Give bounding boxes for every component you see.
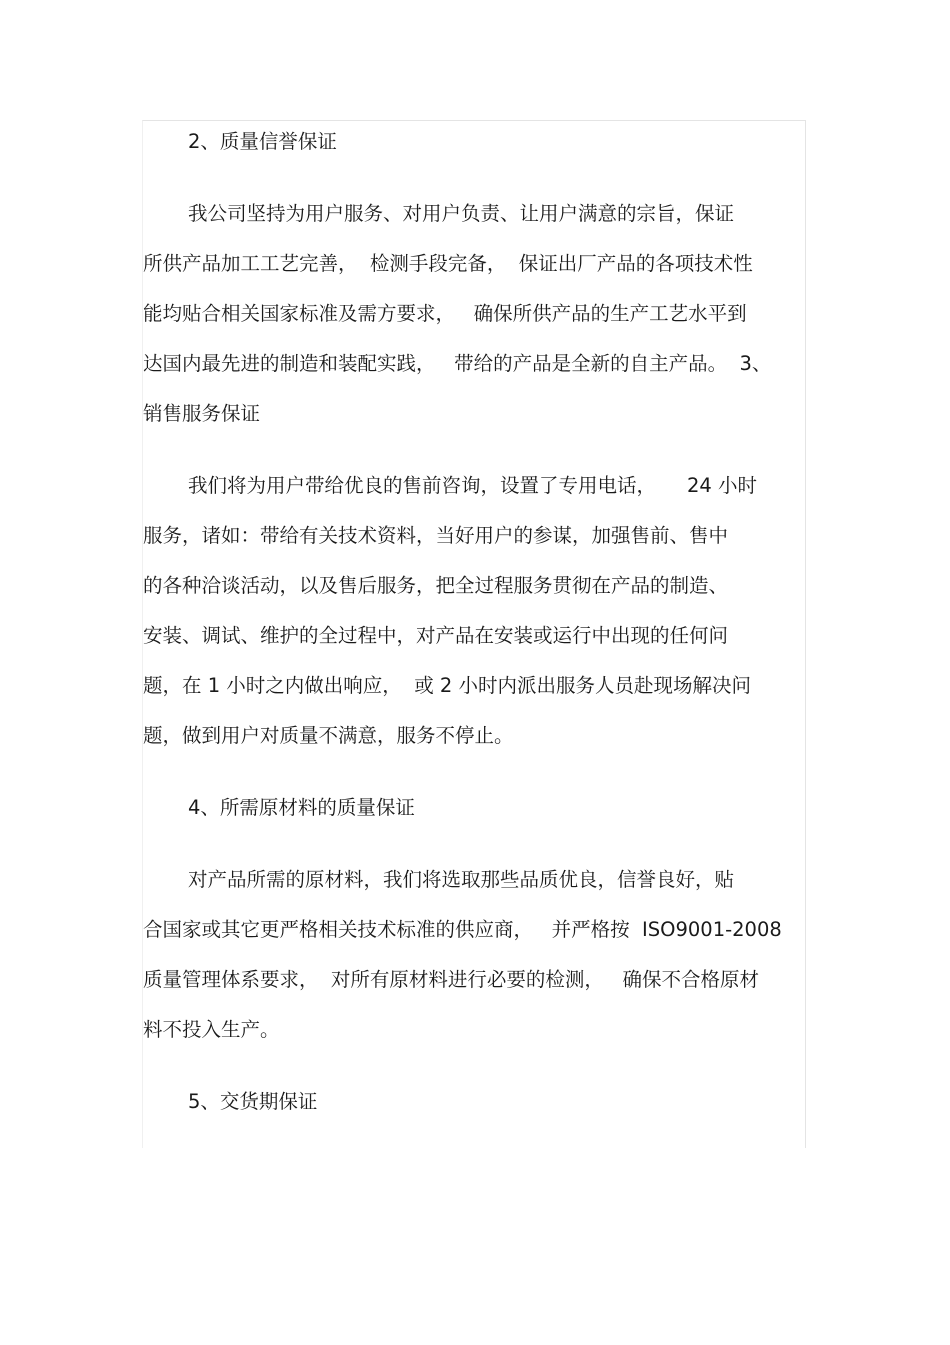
paragraph-line: 题，做到用户对质量不满意，服务不停止。 <box>143 724 514 747</box>
paragraph-line: 质量管理体系要求， 对所有原材料进行必要的检测， 确保不合格原材 <box>143 968 759 991</box>
paragraph-line: 所供产品加工工艺完善， 检测手段完备， 保证出厂产品的各项技术性 <box>143 252 753 275</box>
section-heading-delivery: 5、交货期保证 <box>188 1090 318 1113</box>
paragraph-line: 达国内最先进的制造和装配实践， 带给的产品是全新的自主产品。 3、 <box>143 352 772 375</box>
paragraph-line: 题，在 1 小时之内做出响应， 或 2 小时内派出服务人员赴现场解决问 <box>143 674 752 697</box>
paragraph-line: 安装、调试、维护的全过程中，对产品在安装或运行中出现的任何问 <box>143 624 729 647</box>
section-heading-quality-reputation: 2、质量信誉保证 <box>188 130 337 153</box>
paragraph-line: 合国家或其它更严格相关技术标准的供应商， 并严格按 ISO9001-2008 <box>143 918 782 941</box>
paragraph-line: 我公司坚持为用户服务、对用户负责、让用户满意的宗旨，保证 <box>188 202 735 225</box>
paragraph-line: 服务，诸如：带给有关技术资料，当好用户的参谋，加强售前、售中 <box>143 524 729 547</box>
paragraph-line: 我们将为用户带给优良的售前咨询，设置了专用电话， 24 小时 <box>188 474 758 497</box>
paragraph-line: 能均贴合相关国家标准及需方要求， 确保所供产品的生产工艺水平到 <box>143 302 747 325</box>
paragraph-line: 料不投入生产。 <box>143 1018 280 1041</box>
section-heading-sales-service: 销售服务保证 <box>143 402 261 425</box>
section-heading-raw-materials: 4、所需原材料的质量保证 <box>188 796 415 819</box>
paragraph-line: 的各种洽谈活动，以及售后服务，把全过程服务贯彻在产品的制造、 <box>143 574 729 597</box>
paragraph-line: 对产品所需的原材料，我们将选取那些品质优良，信誉良好，贴 <box>188 868 735 891</box>
